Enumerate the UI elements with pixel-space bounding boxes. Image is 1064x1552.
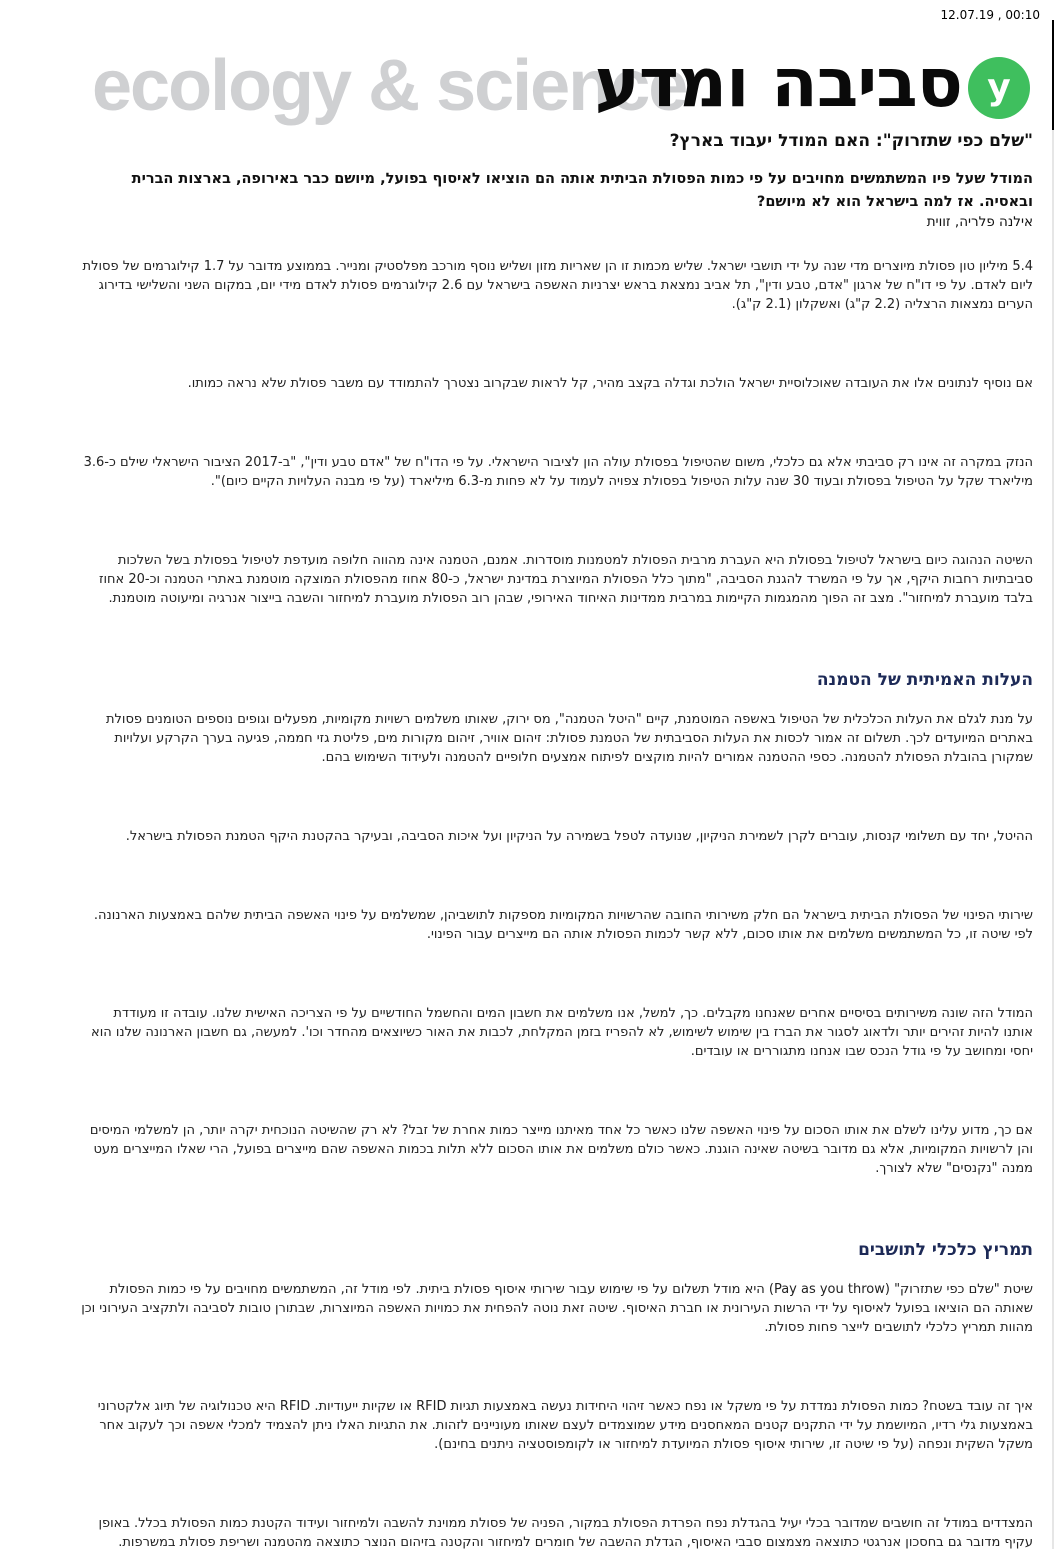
paragraph: על מנת לגלם את העלות הכלכלית של הטיפול באשפה המוטמנת, קיים "היטל הטמנה", מס ירוק, שאותו משלמים רשויות מקומיות, מפעלים וגופים נוספים הטומנים פסולת באתרים המיועדים לכך. תשלום זה אמור לכסות את העלות הסביבתית של הטמנת פסולת: זיהום אוויר, זיהום מקורות מים, פליטת גזי חממה, פגיעה בערך הקרקע ועלויות שמקורן בהובלת הפסולת להטמנה. כספי ההטמנה אמורים להיות מוקצים לפיתוח אמצעים חלופיים להטמנה ולעידוד השימוש בהם.: [105, 712, 1033, 765]
logo-hebrew-text: סביבה ומדע: [594, 44, 962, 123]
paragraph: אם נוסיף לנתונים אלו את העובדה שאוכלוסיית ישראל הולכת וגדלה בקצב מהיר, קל לראות שבקרוב נצטרך להתמודד עם משבר פסולת שלא נראה כמותו.: [187, 376, 1033, 391]
paragraph: המודל הזה שונה משירותים בסיסיים אחרים שאנחנו מקבלים. כך, למשל, אנו משלמים את חשבון המים והחשמל החודשיים על פי הצריכה האישית שלנו. עובדה זו מעודדת אותנו להיות זהירים יותר ולדאוג לסגור את הברז בין שימוש לשימוש, לא להפריז בזמן המקלחת, לכבות את האור כשיוצאים מהחדר וכו'. למעשה, גם חשבון הארנונה שלנו הוא יחסי ומחושב על פי גודל הנכס שבו אנחנו מתגוררים או עובדים.: [91, 1006, 1033, 1059]
paragraph: 5.4 מיליון טון פסולת מיוצרים מדי שנה על ידי תושבי ישראל. שליש מכמות זו הן שאריות מזון ושליש נוסף מורכב מפלסטיק ומנייר. בממוצע מדובר על 1.7 קילוגרמים של פסולת ליום לאדם. על פי דו"ח של ארגון "אדם, טבע ודין", תל אביב נמצאת בראש יצרניות האשפה בישראל עם 2.6 קילוגרמים פסולת לאדם מידי יום, במקום השני והשלישי בדירוג הערים נמצאות הרצליה (2.2 ק"ג) ואשקלון (2.1 ק"ג).: [82, 259, 1033, 312]
paragraph: הנזק במקרה זה אינו רק סביבתי אלא גם כלכלי, משום שהטיפול בפסולת עולה הון לציבור הישראלי. על פי הדו"ח של "אדם טבע ודין", "ב-2017 הציבור הישראלי שילם כ-3.6 מיליארד שקל על הטיפול בפסולת ובעוד 30 שנה עלות הטיפול בפסולת צפויה לעמוד על לא פחות מ-6.3 מיליארד (על פי מבנה העלויות הקיים כיום)".: [83, 455, 1033, 489]
paragraph: המצדדים במודל זה חושבים שמדובר בכלי יעיל בהגדלת נפח הפרדת הפסולת במקור, הפניה של פסולת ממוינת להשבה ולמיחזור ועידוד הקטנת כמות הפסולת בכלל. באופן עקיף מדובר גם בחסכון אנרגטי כתוצאה מצמצום סבבי האיסוף, הגדלת ההשבה של חומרים למיחזור והקטנה בזיהום הנוצר כתוצאה מהטמנה ושריפת פסולת במשרפות.: [98, 1516, 1033, 1550]
logo-english-text: ecology & science: [92, 46, 687, 126]
logo-icon: y: [968, 57, 1030, 119]
section-heading: העלות האמיתית של הטמנה: [816, 670, 1033, 690]
paragraph: איך זה עובד בשטח? כמות הפסולת נמדדת על פי משקל או נפח כאשר זיהוי היחידות נעשה באמצעות תגיות RFID או שקיות ייעודיות. RFID היא טכנולוגיה של תיוג אלקטרוני באמצעות גלי רדיו, המיושמת על ידי התקנים קטנים המאחסנים מידע שמוצמדים לעצם שאותו מעוניינים לזהות. את התגיות האלו ניתן להצמיד למכלי אשפה וכך לעקוב אחר משקל השקית ונפחה (על פי שיטה זו, שירותי איסוף פסולת המיועדת למיחזור או לקומפוסטציה ניתנים בחינם).: [97, 1399, 1033, 1452]
timestamp: 12.07.19 , 00:10: [940, 8, 1040, 22]
section-heading: תמריץ כלכלי לתושבים: [858, 1240, 1033, 1260]
scrollbar-track[interactable]: [1052, 20, 1054, 1549]
scrollbar-thumb[interactable]: [1052, 20, 1054, 130]
paragraph: אם כך, מדוע עלינו לשלם את אותו הסכום על פינוי האשפה שלנו כאשר כל אחד מאיתנו מייצר כמות אחרת של זבל? לא רק שהשיטה הנוכחית יקרה יותר, הן למשלמי המיסים והן לרשויות המקומיות, אלא גם מדובר בשיטה שאינה הוגנת. כאשר כולם משלמים את אותו הסכום ללא תלות בכמות האשפה שהם מייצרים בפועל, הרי שאלו המייצרים מעט ממנה "נקנסים" שלא לצורך.: [89, 1123, 1033, 1176]
article-author: אילנה פלריה, זווית: [926, 214, 1033, 230]
paragraph: שירותי הפינוי של הפסולת הביתית בישראל הם חלק משירותי החובה שהרשויות המקומיות מספקות לתושביהן, שמשלמים על פינוי האשפה הביתית שלהם באמצעות הארנונה. לפי שיטה זו, כל המשתמשים משלמים את אותו סכום, ללא קשר לכמות הפסולת אותה הם מייצרים עבור הפינוי.: [93, 908, 1033, 942]
article-subtitle: המודל שעל פיו המשתמשים מחויבים על פי כמות הפסולת הביתית אותה הם הוציאו לאיסוף בפועל, מיושם כבר באירופה, בארצות הברית ובאסיה. אז למה בישראל הוא לא מיושם?: [131, 171, 1033, 210]
article-title: "שלם כפי שתזרוק": האם המודל יעבוד בארץ?: [669, 131, 1033, 151]
paragraph: השיטה הנהוגה כיום בישראל לטיפול בפסולת היא העברת מרבית הפסולת למטמנות מוסדרות. אמנם, הטמנה אינה מהווה חלופה מועדפת לטיפול בפסולת בשל השלכות סביבתיות רחבות היקף, אך על פי המשרד להגנת הסביבה, "מתוך כלל הפסולת המיוצרת במדינת ישראל, כ-80 אחוז מהפסולת המוצקה מוטמנת באתרי הטמנה וכ-20 אחוז בלבד מועברת למיחזור". מצב זה הפוך מהמגמות הקיימות במרבית ממדינות האיחוד האירופי, שבהן רוב הפסולת מועברת למיחזור והשבה בייצור אנרגיה ומיעוטה מוטמנת.: [98, 553, 1033, 606]
article: [80, 128, 1033, 1552]
paragraph: שיטת "שלם כפי שתזרוק" (Pay as you throw) היא מודל תשלום על פי שימוש עבור שירותי איסוף פסולת ביתית. לפי מודל זה, המשתמשים מחויבים על פי כמות הפסולת שאותה הם הוציאו בפועל לאיסוף על ידי הרשות העירונית או חברת האיסוף. שיטה זאת נוטה להפחית את כמויות האשפה המיוצרות, שבתורן טובות לסביבה ולתקציב העירוני וכן מהוות תמריץ כלכלי לתושבים לייצר פחות פסולת.: [81, 1282, 1033, 1335]
paragraph: ההיטל, יחד עם תשלומי קנסות, עוברים לקרן לשמירת הניקיון, שנועדה לטפל בשמירה על הניקיון ועל איכות הסביבה, ובעיקר בהקטנת היקף הטמנת הפסולת בישראל.: [125, 829, 1033, 844]
